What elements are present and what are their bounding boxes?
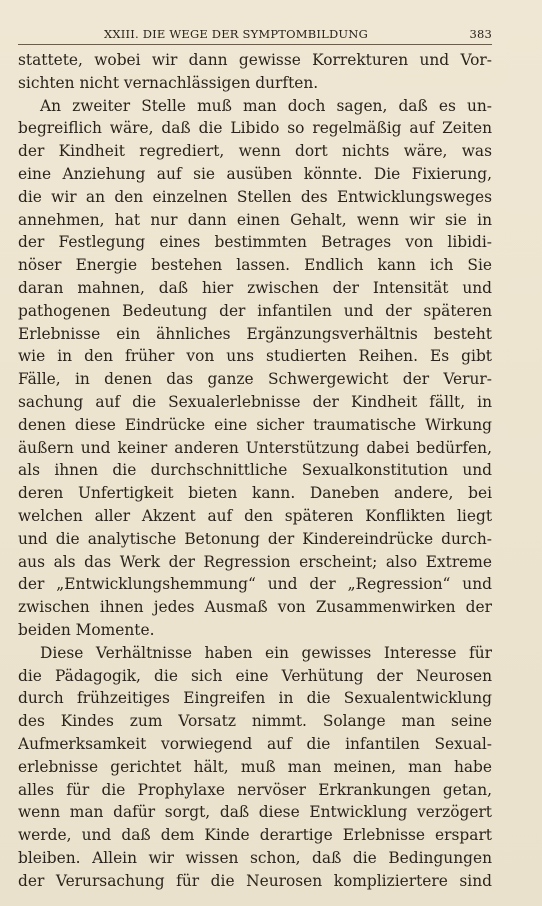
text-line: der „Entwicklungshemmung“ und der „Regression“ und	[18, 575, 492, 594]
text-line: erlebnisse gerichtet hält, muß man meinen, man habe	[18, 757, 492, 776]
text-line: beiden Momente.	[18, 620, 155, 639]
text-line: äußern und keiner anderen Unterstützung dabei bedürfen,	[18, 438, 492, 457]
text-line: begreiflich wäre, daß die Libido so regelmäßig auf Zeiten	[18, 119, 492, 138]
text-line: die wir an den einzelnen Stellen des Entwicklungsweges	[18, 187, 492, 206]
text-line: denen diese Eindrücke eine sicher traumatische Wirkung	[18, 415, 492, 434]
text-line: stattete, wobei wir dann gewisse Korrekturen und Vor-	[18, 51, 492, 69]
text-line: der Festlegung eines bestimmten Betrages von libidi-	[18, 233, 492, 252]
text-line: deren Unfertigkeit bieten kann. Daneben andere, bei	[18, 484, 492, 503]
text-line: An zweiter Stelle muß man doch sagen, daß es un-	[40, 96, 492, 115]
text-line: sichten nicht vernachlässigen durften.	[18, 73, 319, 92]
header-rule	[18, 44, 492, 45]
chapter-title: XXIII. DIE WEGE DER SYMPTOMBILDUNG	[104, 27, 368, 41]
text-line: die Pädagogik, die sich eine Verhütung der Neurosen	[18, 666, 492, 685]
text-line: aus als das Werk der Regression erscheint; also Extreme	[18, 552, 492, 571]
text-line: annehmen, hat nur dann einen Gehalt, wenn wir sie in	[18, 210, 492, 229]
text-line: Fälle, in denen das ganze Schwergewicht der Verur-	[18, 370, 492, 389]
text-line: der Kindheit regrediert, wenn dort nichts wäre, was	[18, 142, 492, 161]
text-line: des Kindes zum Vorsatz nimmt. Solange man seine	[18, 712, 492, 731]
text-line: Erlebnisse ein ähnliches Ergänzungsverhältnis besteht	[18, 324, 492, 343]
text-line: durch frühzeitiges Eingreifen in die Sexualentwicklung	[18, 689, 492, 708]
text-line: sachung auf die Sexualerlebnisse der Kindheit fällt, in	[18, 392, 492, 411]
text-line: welchen aller Akzent auf den späteren Konflikten liegt	[18, 506, 492, 525]
text-line: Diese Verhältnisse haben ein gewisses Interesse für	[40, 643, 492, 662]
text-line: daran mahnen, daß hier zwischen der Intensität und	[18, 278, 492, 297]
text-line: pathogenen Bedeutung der infantilen und der späteren	[18, 301, 492, 320]
text-line: bleiben. Allein wir wissen schon, daß die Bedingungen	[18, 848, 492, 867]
text-line: und die analytische Betonung der Kindereindrücke durch-	[18, 529, 492, 548]
text-line: wenn man dafür sorgt, daß diese Entwicklung verzögert	[18, 803, 492, 822]
text-line: eine Anziehung auf sie ausüben könnte. Die Fixierung,	[18, 164, 492, 183]
text-line: wie in den früher von uns studierten Reihen. Es gibt	[18, 347, 492, 366]
page-number: 383	[469, 27, 492, 41]
text-line: als ihnen die durchschnittliche Sexualkonstitution und	[18, 461, 492, 480]
text-line: werde, und daß dem Kinde derartige Erlebnisse erspart	[18, 826, 492, 845]
text-line: alles für die Prophylaxe nervöser Erkrankungen getan,	[18, 780, 492, 799]
text-line: nöser Energie bestehen lassen. Endlich kann ich Sie	[18, 256, 492, 275]
body-text	[18, 49, 492, 892]
text-line: der Verursachung für die Neurosen kompliziertere sind	[18, 871, 492, 890]
text-line: Aufmerksamkeit vorwiegend auf die infantilen Sexual-	[18, 734, 492, 753]
text-line: zwischen ihnen jedes Ausmaß von Zusammenwirken der	[18, 598, 492, 617]
